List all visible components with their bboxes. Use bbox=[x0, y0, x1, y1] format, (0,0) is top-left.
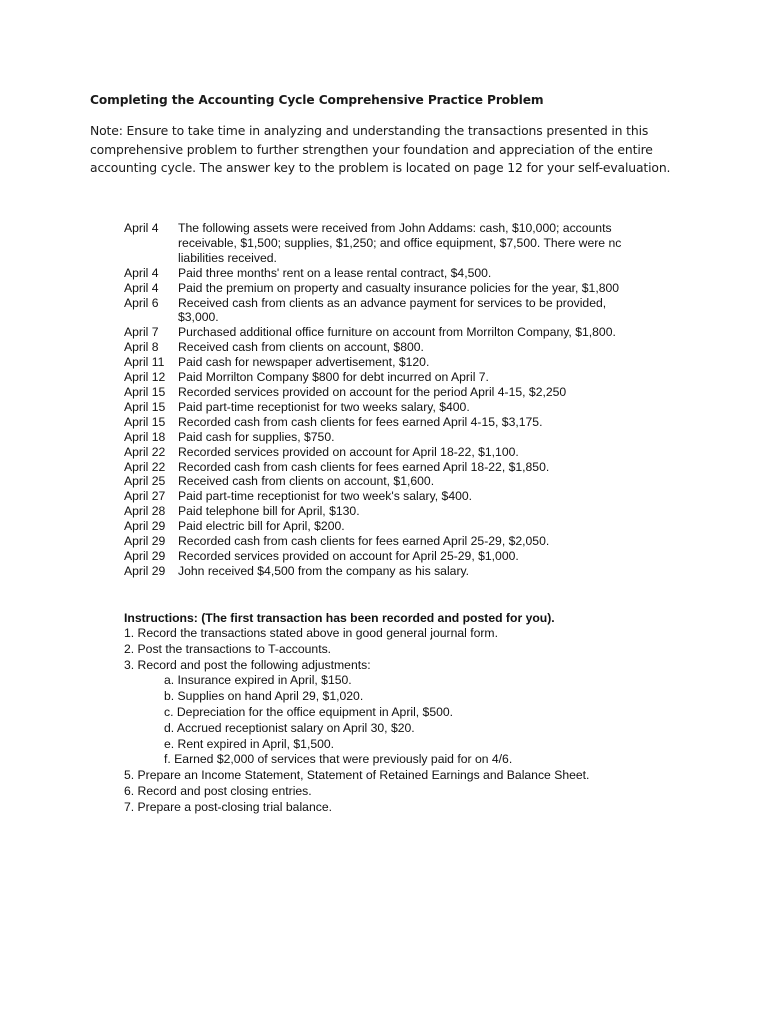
transaction-date: April 28 bbox=[124, 504, 166, 519]
transaction-date: April 15 bbox=[124, 399, 166, 414]
transaction-date: April 22 bbox=[124, 444, 166, 459]
transaction-description bbox=[178, 504, 684, 519]
transaction-row bbox=[124, 400, 684, 415]
transaction-description-text: The following assets were received from John Addams: cash, $10,000; accounts bbox=[178, 221, 612, 235]
transaction-description bbox=[178, 460, 684, 475]
transaction-date: April 18 bbox=[124, 429, 166, 444]
transaction-row bbox=[124, 460, 684, 475]
transaction-row bbox=[124, 266, 684, 281]
transaction-row bbox=[124, 296, 684, 326]
transaction-description bbox=[178, 564, 684, 579]
transaction-date: April 4 bbox=[124, 280, 159, 295]
transaction-row bbox=[124, 430, 684, 445]
instruction-item: 2. Post the transactions to T-accounts. bbox=[124, 641, 332, 656]
transaction-description bbox=[178, 266, 684, 281]
transaction-list bbox=[124, 221, 684, 579]
transaction-description-continuation: receivable, $1,500; supplies, $1,250; and office equipment, $7,500. There were nc bbox=[178, 235, 622, 250]
transaction-description bbox=[178, 549, 684, 564]
transaction-date: April 6 bbox=[124, 295, 159, 310]
transaction-date: April 29 bbox=[124, 563, 166, 578]
instructions-title: Instructions: (The first transaction has been recorded and posted for you). bbox=[124, 611, 555, 625]
transaction-row bbox=[124, 474, 684, 489]
transaction-description bbox=[178, 415, 684, 430]
transaction-description bbox=[178, 534, 684, 549]
transaction-date: April 7 bbox=[124, 325, 159, 340]
transaction-description-continuation: liabilities received. bbox=[178, 250, 277, 265]
transaction-row bbox=[124, 504, 684, 519]
transaction-row bbox=[124, 549, 684, 564]
transaction-date: April 15 bbox=[124, 414, 166, 429]
transaction-description-text: Paid part-time receptionist for two week's salary, $400. bbox=[178, 489, 473, 504]
transaction-description-text: Recorded services provided on account for the period April 4-15, $2,250 bbox=[178, 384, 567, 399]
transaction-date: April 29 bbox=[124, 548, 166, 563]
transaction-description bbox=[178, 474, 684, 489]
adjustment-item: b. Supplies on hand April 29, $1,020. bbox=[164, 689, 364, 704]
transaction-description bbox=[178, 445, 684, 460]
transaction-date: April 22 bbox=[124, 459, 166, 474]
instruction-item: 3. Record and post the following adjustments: bbox=[124, 657, 371, 672]
transaction-date: April 8 bbox=[124, 340, 159, 355]
transaction-description bbox=[178, 355, 684, 370]
transaction-description-continuation: $3,000. bbox=[178, 310, 219, 325]
transaction-description bbox=[178, 400, 684, 415]
transaction-description-text: Purchased additional office furniture on account from Morrilton Company, $1,800. bbox=[178, 325, 616, 340]
transaction-date: April 29 bbox=[124, 519, 166, 534]
transaction-row bbox=[124, 221, 684, 266]
transaction-description bbox=[178, 370, 684, 385]
transaction-row bbox=[124, 385, 684, 400]
transaction-row bbox=[124, 519, 684, 534]
transaction-row bbox=[124, 415, 684, 430]
transaction-date: April 15 bbox=[124, 384, 166, 399]
instruction-items-before bbox=[124, 626, 684, 673]
transaction-description bbox=[178, 340, 684, 355]
transaction-description bbox=[178, 281, 684, 296]
transaction-row bbox=[124, 340, 684, 355]
transaction-row bbox=[124, 489, 684, 504]
adjustments-list bbox=[124, 673, 684, 768]
transaction-description-text: Paid part-time receptionist for two weeks salary, $400. bbox=[178, 399, 470, 414]
transaction-description bbox=[178, 430, 684, 445]
adjustment-item: d. Accrued receptionist salary on April 30, $20. bbox=[164, 720, 415, 735]
note-paragraph: Note: Ensure to take time in analyzing and understanding the transactions presented in this comprehensive problem to further strengthen your foundation and appreciation of the entire accounting cycle. The answer key to the problem is located on page 12 for your self-evaluation. bbox=[90, 123, 671, 175]
transaction-description bbox=[178, 325, 684, 340]
transaction-row bbox=[124, 325, 684, 340]
transaction-row bbox=[124, 281, 684, 296]
instructions-section bbox=[124, 611, 684, 816]
adjustment-item: a. Insurance expired in April, $150. bbox=[164, 673, 352, 688]
transaction-description-text: Recorded cash from cash clients for fees earned April 4-15, $3,175. bbox=[178, 414, 543, 429]
instruction-item: 6. Record and post closing entries. bbox=[124, 783, 312, 798]
transaction-date: April 27 bbox=[124, 489, 166, 504]
transaction-description bbox=[178, 385, 684, 400]
transaction-row bbox=[124, 445, 684, 460]
transaction-description-text: Recorded services provided on account for April 25-29, $1,000. bbox=[178, 548, 519, 563]
transaction-description-text: Received cash from clients on account, $800. bbox=[178, 340, 424, 355]
transaction-row bbox=[124, 534, 684, 549]
transaction-description-text: Recorded cash from cash clients for fees earned April 25-29, $2,050. bbox=[178, 534, 550, 549]
transaction-date: April 4 bbox=[124, 265, 159, 280]
instruction-item: 7. Prepare a post-closing trial balance. bbox=[124, 799, 332, 814]
transaction-description-text: Paid the premium on property and casualty insurance policies for the year, $1,800 bbox=[178, 280, 620, 295]
transaction-description bbox=[178, 519, 684, 534]
transaction-date: April 4 bbox=[124, 221, 159, 235]
transaction-date: April 11 bbox=[124, 355, 165, 370]
page-title: Completing the Accounting Cycle Comprehensive Practice Problem bbox=[90, 93, 544, 107]
instruction-items-after bbox=[124, 768, 684, 815]
transaction-description-text: Paid electric bill for April, $200. bbox=[178, 519, 345, 534]
transaction-description bbox=[178, 489, 684, 504]
transaction-row bbox=[124, 370, 684, 385]
transaction-date: April 25 bbox=[124, 474, 166, 489]
adjustment-item: c. Depreciation for the office equipment in April, $500. bbox=[164, 704, 454, 719]
transaction-description-text: Recorded cash from cash clients for fees earned April 18-22, $1,850. bbox=[178, 459, 550, 474]
transaction-description-text: Paid cash for newspaper advertisement, $120. bbox=[178, 355, 430, 370]
transaction-description-text: Paid Morrilton Company $800 for debt incurred on April 7. bbox=[178, 370, 489, 385]
transaction-description bbox=[178, 221, 684, 266]
transaction-description-text: Paid cash for supplies, $750. bbox=[178, 429, 335, 444]
transaction-row bbox=[124, 355, 684, 370]
transaction-description-text: Received cash from clients as an advance payment for services to be provided, bbox=[178, 295, 607, 310]
transaction-description-text: Paid three months' rent on a lease rental contract, $4,500. bbox=[178, 265, 492, 280]
instruction-item: 1. Record the transactions stated above in good general journal form. bbox=[124, 626, 498, 640]
transaction-description-text: John received $4,500 from the company as his salary. bbox=[178, 563, 470, 578]
transaction-description bbox=[178, 296, 684, 326]
instruction-item: 5. Prepare an Income Statement, Statement of Retained Earnings and Balance Sheet. bbox=[124, 768, 590, 783]
transaction-date: April 12 bbox=[124, 370, 166, 385]
adjustment-item: f. Earned $2,000 of services that were previously paid for on 4/6. bbox=[164, 752, 513, 767]
transaction-description-text: Paid telephone bill for April, $130. bbox=[178, 504, 360, 519]
transaction-description-text: Recorded services provided on account for April 18-22, $1,100. bbox=[178, 444, 519, 459]
adjustment-item: e. Rent expired in April, $1,500. bbox=[164, 736, 335, 751]
transaction-date: April 29 bbox=[124, 534, 166, 549]
transaction-description-text: Received cash from clients on account, $1,600. bbox=[178, 474, 435, 489]
transaction-row bbox=[124, 564, 684, 579]
